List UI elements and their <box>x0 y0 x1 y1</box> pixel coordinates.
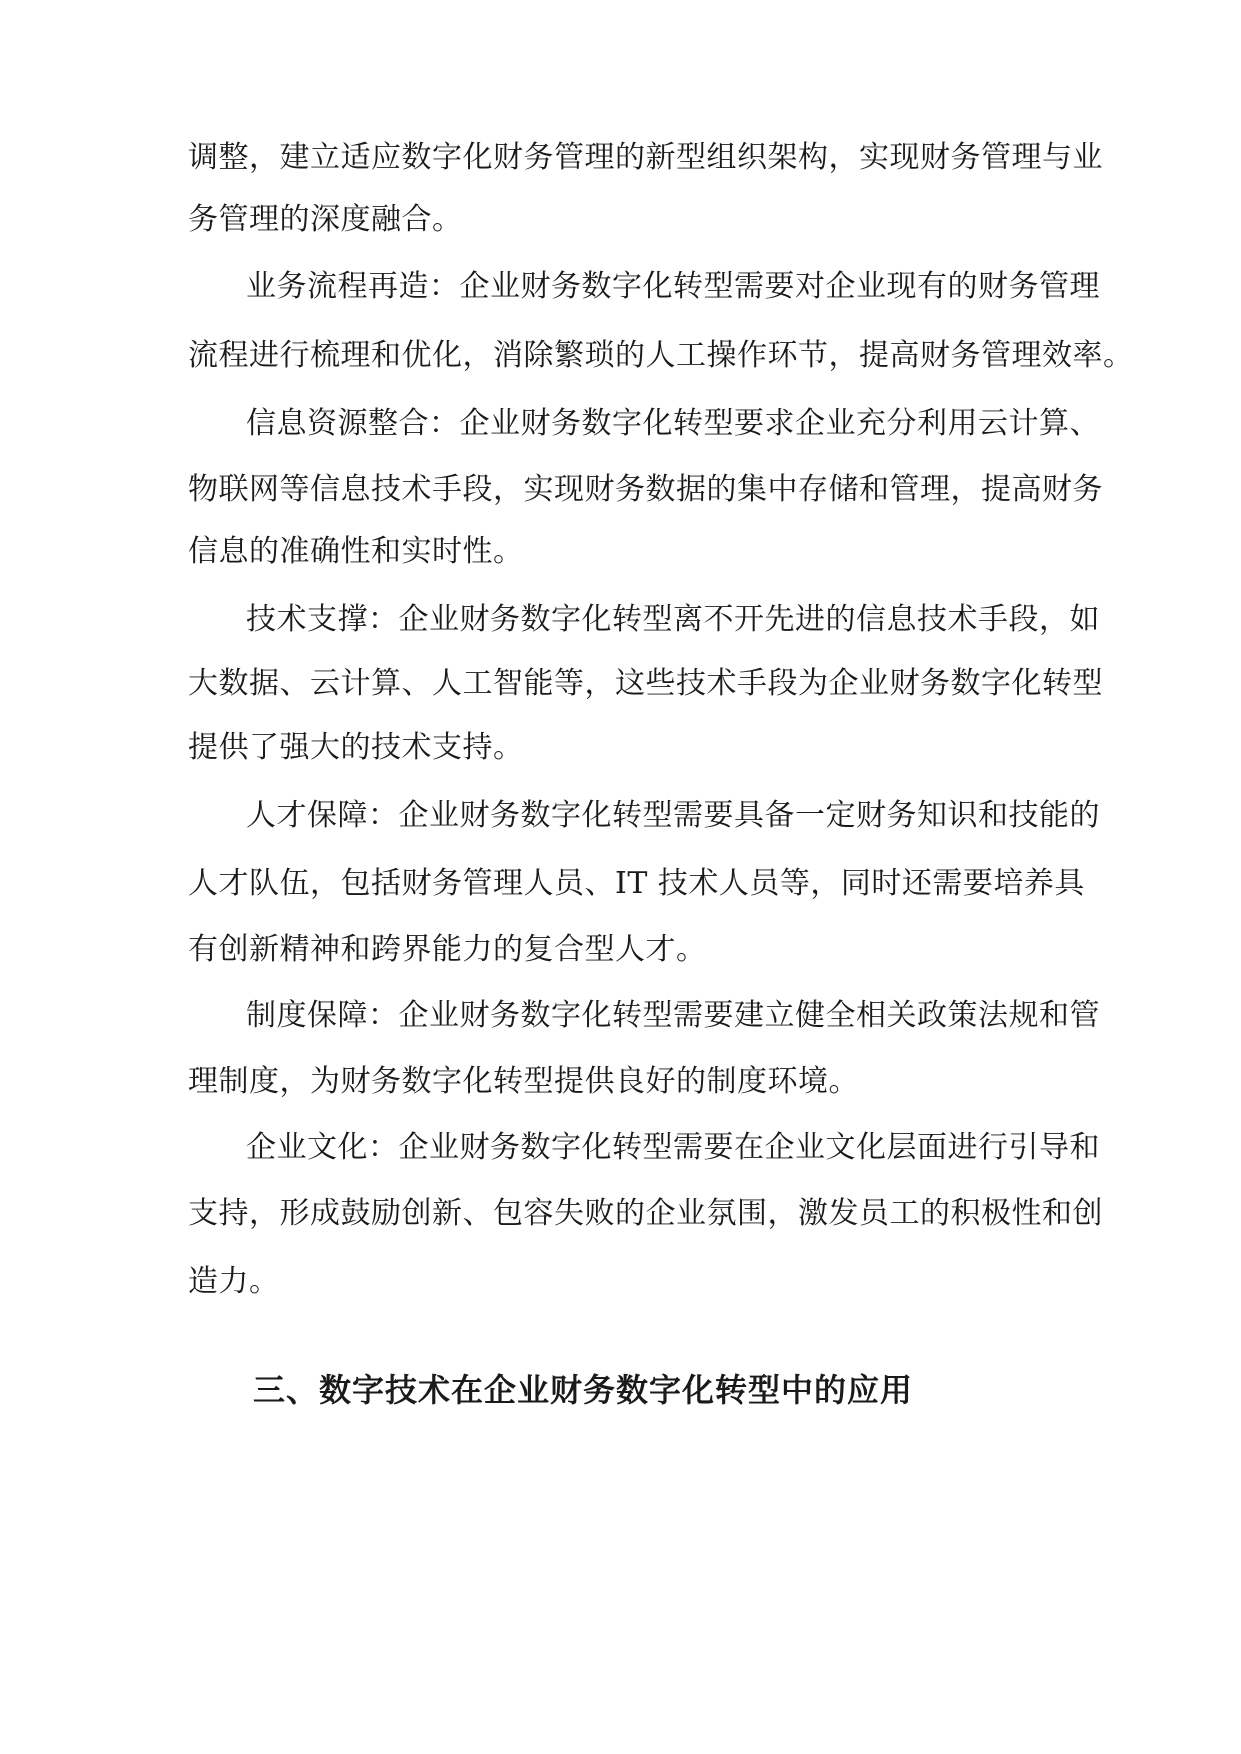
paragraph-first-line: 技术支撑：企业财务数字化转型离不开先进的信息技术手段，如 <box>246 602 1100 637</box>
paragraph-first-line: 制度保障：企业财务数字化转型需要建立健全相关政策法规和管 <box>246 998 1100 1033</box>
text-line: 流程进行梳理和优化，消除繁琐的人工操作环节，提高财务管理效率。 <box>188 338 1134 373</box>
text-line: 务管理的深度融合。 <box>188 202 463 237</box>
text-line: 提供了强大的技术支持。 <box>188 730 524 765</box>
section-heading: 三、数字技术在企业财务数字化转型中的应用 <box>253 1371 914 1409</box>
text-line: 物联网等信息技术手段，实现财务数据的集中存储和管理，提高财务 <box>188 472 1103 507</box>
text-line: 信息的准确性和实时性。 <box>188 534 524 569</box>
paragraph-first-line: 企业文化：企业财务数字化转型需要在企业文化层面进行引导和 <box>246 1130 1100 1165</box>
text-line: 支持，形成鼓励创新、包容失败的企业氛围，激发员工的积极性和创 <box>188 1196 1103 1231</box>
text-line: 有创新精神和跨界能力的复合型人才。 <box>188 932 707 967</box>
text-line: 造力。 <box>188 1264 280 1299</box>
paragraph-first-line: 业务流程再造：企业财务数字化转型需要对企业现有的财务管理 <box>246 269 1100 304</box>
text-line: 理制度，为财务数字化转型提供良好的制度环境。 <box>188 1064 859 1099</box>
text-line: 大数据、云计算、人工智能等，这些技术手段为企业财务数字化转型 <box>188 666 1103 701</box>
paragraph-first-line: 信息资源整合：企业财务数字化转型要求企业充分利用云计算、 <box>246 406 1100 441</box>
text-line: 人才队伍，包括财务管理人员、IT 技术人员等，同时还需要培养具 <box>188 866 1085 901</box>
text-line: 调整，建立适应数字化财务管理的新型组织架构，实现财务管理与业 <box>188 140 1103 175</box>
paragraph-first-line: 人才保障：企业财务数字化转型需要具备一定财务知识和技能的 <box>246 798 1100 833</box>
